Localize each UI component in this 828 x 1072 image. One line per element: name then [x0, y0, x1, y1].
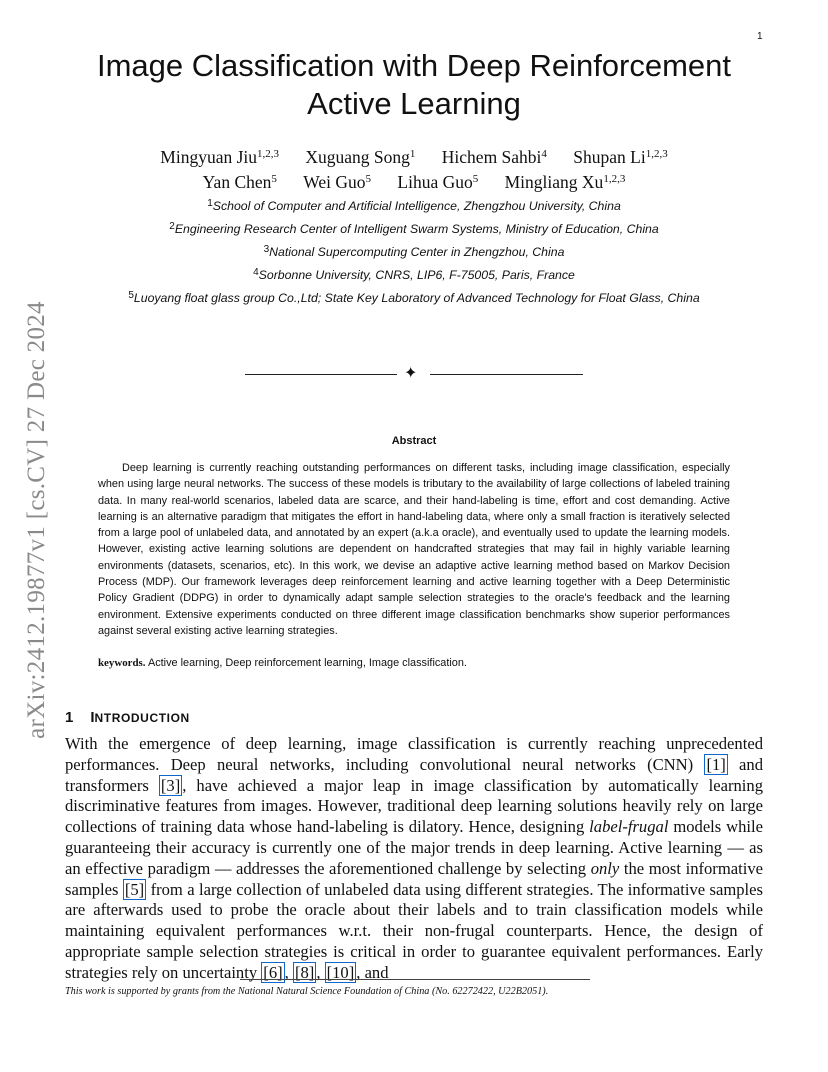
affiliation-marker: 3	[263, 244, 270, 255]
author-affiliation-marker: 1,2,3	[645, 148, 668, 160]
affiliation	[60, 241, 768, 264]
separator-rule-left	[245, 374, 397, 375]
affiliation	[60, 264, 768, 287]
citation-link[interactable]: [3]	[160, 775, 181, 795]
intro-text: the most informative samples	[65, 858, 763, 899]
author	[303, 170, 371, 195]
author	[203, 170, 277, 195]
intro-paragraph	[65, 734, 763, 984]
citation-link[interactable]: [8]	[294, 962, 315, 982]
author	[160, 145, 279, 170]
author-name: Lihua Guo	[397, 172, 473, 192]
affiliation-text: National Supercomputing Center in Zhengzhou, China	[269, 245, 565, 259]
author	[505, 170, 626, 195]
section-heading	[65, 709, 190, 726]
affiliation-text: School of Computer and Artificial Intelligence, Zhengzhou University, China	[212, 199, 621, 213]
citation-link[interactable]: [10]	[326, 962, 355, 982]
author-affiliation-marker: 5	[365, 173, 372, 185]
intro-text: With the emergence of deep learning, image classification is currently reaching unprecedented performances. Deep neural networks, including convolutional neural networks (CNN)	[65, 734, 763, 774]
page-number: 1	[757, 31, 763, 42]
citation-link[interactable]: [6]	[263, 962, 283, 982]
abstract-body: Deep learning is currently reaching outstanding performances on different tasks, including image classification, especially when using large neural networks. The success of these models is tributary to the availability of large collections of labeled training data. In many real-world scenarios, labeled data are scarce, and their hand-labeling is time, effort and cost demanding. Active learning is an alternative paradigm that mitigates the effort in hand-labeling data, where only a small fraction is iteratively selected from a large pool of unlabeled data, and annotated by an expert (a.k.a oracle), and eventually used to update the learning models. However, existing active learning solutions are dependent on handcrafted strategies that may fail in highly variable learning environments (datasets, scenarios, etc). In this work, we devise an adaptive active learning method based on Markov Decision Process (MDP). Our framework leverages deep reinforcement learning and active learning together with a Deep Deterministic Policy Gradient (DDPG) in order to dynamically adapt sample selection strategies to the oracle's feedback and the learning environment. Extensive experiments conducted on three different image classification benchmarks show superior performances against several existing active learning strategies.	[98, 462, 730, 637]
paper-title: Image Classification with Deep Reinforcement Active Learning	[96, 48, 732, 121]
intro-text: , and	[356, 962, 389, 982]
affiliation-marker: 5	[128, 290, 134, 301]
section-number: 1	[65, 709, 74, 726]
section-title-rest: NTRODUCTION	[94, 711, 190, 725]
abstract-heading: Abstract	[391, 435, 437, 447]
citation-link[interactable]: [5]	[124, 879, 145, 899]
intro-text: and transformers	[65, 754, 764, 795]
author	[305, 145, 415, 170]
affiliation-marker: 1	[207, 198, 213, 209]
author-affiliation-marker: 4	[541, 148, 547, 160]
author	[442, 145, 547, 170]
separator-star-icon: ✦	[404, 365, 418, 382]
affiliation-text: Sorbonne University, CNRS, LIP6, F-75005, Paris, France	[258, 268, 575, 282]
affiliation	[60, 218, 768, 241]
arxiv-identifier: arXiv:2412.19877v1 [cs.CV] 27 Dec 2024	[23, 301, 50, 739]
footnote: This work is supported by grants from the National Natural Science Foundation of China (No. 62272422, U22B2051).	[65, 986, 549, 997]
author	[573, 145, 667, 170]
author-affiliation-marker: 1,2,3	[257, 148, 280, 160]
citation-link[interactable]: [1]	[706, 754, 726, 774]
affiliation-text: Engineering Research Center of Intelligent Swarm Systems, Ministry of Education, China	[174, 222, 659, 236]
affiliation-text: Luoyang float glass group Co.,Ltd; State Key Laboratory of Advanced Technology for Float Glass, China	[133, 291, 700, 305]
author-affiliation-marker: 5	[271, 173, 277, 185]
intro-text: ,	[284, 962, 293, 982]
keywords-label: keywords.	[98, 657, 146, 669]
intro-text: models while guaranteeing their accuracy is currently one of the major trends in deep learning. Active learning — as an effective paradigm — addresses the aforementioned challenge by selecting	[65, 817, 763, 878]
intro-emphasis: label-frugal	[589, 817, 669, 837]
section-title-initial: I	[90, 709, 95, 726]
author	[397, 170, 478, 195]
affiliation	[60, 287, 768, 310]
author-name: Yan Chen	[202, 172, 272, 192]
affiliation-list	[60, 195, 768, 310]
author-name: Mingyuan Jiu	[160, 147, 258, 167]
author-affiliation-marker: 5	[472, 173, 479, 185]
author-name: Xuguang Song	[305, 147, 410, 167]
author-name: Wei Guo	[303, 172, 366, 192]
footnote-rule	[240, 979, 590, 980]
intro-emphasis: only	[590, 858, 620, 878]
intro-text: from a large collection of unlabeled data using different strategies. The informative samples are afterwards used to probe the oracle about their labels and to train classification models while maintaining equivalent performances w.r.t. their non-frugal counterparts. Hence, the design of appropriate sample selection strategies is critical in order to guarantee equivalent performances. Early strategies rely on uncertainty	[65, 879, 763, 982]
intro-text: , have achieved a major leap in image classification by automatically learning discriminative features from images. However, traditional deep learning solutions heavily rely on large collections of training data whose hand-labeling is dilatory. Hence, designing	[65, 775, 763, 837]
author-name: Shupan Li	[573, 147, 646, 167]
affiliation-marker: 2	[169, 221, 175, 232]
author-list	[90, 145, 738, 195]
intro-text: ,	[316, 962, 325, 982]
author-name: Mingliang Xu	[504, 172, 604, 192]
separator-rule-right	[430, 374, 583, 375]
keywords-text: Active learning, Deep reinforcement learning, Image classification.	[147, 657, 467, 669]
keywords	[98, 655, 730, 671]
affiliation-marker: 4	[253, 267, 259, 278]
author-affiliation-marker: 1	[409, 148, 416, 160]
affiliation	[60, 195, 768, 218]
author-affiliation-marker: 1,2,3	[603, 173, 626, 185]
author-name: Hichem Sahbi	[441, 147, 542, 167]
